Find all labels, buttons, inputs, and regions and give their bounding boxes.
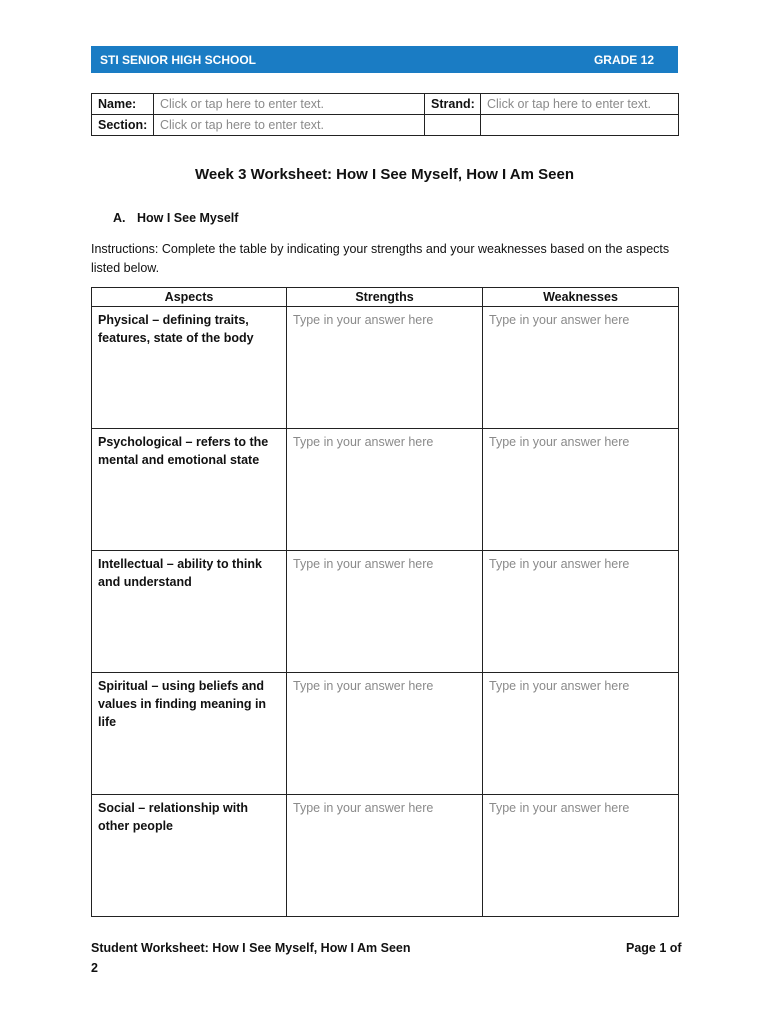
- strand-label: Strand:: [425, 94, 481, 115]
- section-heading: [113, 211, 238, 225]
- section-field[interactable]: Click or tap here to enter text.: [154, 115, 425, 136]
- table-row: [92, 551, 679, 673]
- aspect-cell: Physical – defining traits, features, state of the body: [92, 307, 287, 429]
- column-header-strengths: Strengths: [287, 288, 483, 307]
- aspects-table: [91, 287, 679, 917]
- aspect-cell: Social – relationship with other people: [92, 795, 287, 917]
- section-letter: A.: [113, 211, 126, 225]
- section-title: How I See Myself: [137, 211, 239, 225]
- strength-answer-field[interactable]: Type in your answer here: [287, 307, 483, 429]
- strength-answer-field[interactable]: Type in your answer here: [287, 795, 483, 917]
- grade-label: GRADE 12: [593, 52, 654, 67]
- page-number: Page 1 of: [626, 941, 682, 955]
- strength-answer-field[interactable]: Type in your answer here: [287, 673, 483, 795]
- school-name: STI SENIOR HIGH SCHOOL: [100, 52, 257, 67]
- table-row: [92, 307, 679, 429]
- page-total: 2: [91, 961, 98, 975]
- section-label: Section:: [92, 115, 154, 136]
- header-banner: [91, 46, 678, 73]
- aspect-cell: Spiritual – using beliefs and values in finding meaning in life: [92, 673, 287, 795]
- table-row: [92, 795, 679, 917]
- name-field[interactable]: Click or tap here to enter text.: [154, 94, 425, 115]
- column-header-weaknesses: Weaknesses: [483, 288, 679, 307]
- empty-cell: [481, 115, 679, 136]
- student-info-table: [91, 93, 679, 136]
- weakness-answer-field[interactable]: Type in your answer here: [483, 307, 679, 429]
- strand-field[interactable]: Click or tap here to enter text.: [481, 94, 679, 115]
- weakness-answer-field[interactable]: Type in your answer here: [483, 673, 679, 795]
- column-header-aspects: Aspects: [92, 288, 287, 307]
- instructions-text: Instructions: Complete the table by indicating your strengths and your weaknesses based on the aspects listed below.: [91, 242, 670, 275]
- aspect-cell: Intellectual – ability to think and understand: [92, 551, 287, 673]
- strength-answer-field[interactable]: Type in your answer here: [287, 551, 483, 673]
- weakness-answer-field[interactable]: Type in your answer here: [483, 795, 679, 917]
- worksheet-title: Week 3 Worksheet: How I See Myself, How I Am Seen: [194, 166, 574, 183]
- footer-title: Student Worksheet: How I See Myself, How I Am Seen: [91, 941, 411, 955]
- table-row: [92, 429, 679, 551]
- strength-answer-field[interactable]: Type in your answer here: [287, 429, 483, 551]
- table-row: [92, 673, 679, 795]
- name-label: Name:: [92, 94, 154, 115]
- weakness-answer-field[interactable]: Type in your answer here: [483, 551, 679, 673]
- empty-cell: [425, 115, 481, 136]
- weakness-answer-field[interactable]: Type in your answer here: [483, 429, 679, 551]
- aspect-cell: Psychological – refers to the mental and emotional state: [92, 429, 287, 551]
